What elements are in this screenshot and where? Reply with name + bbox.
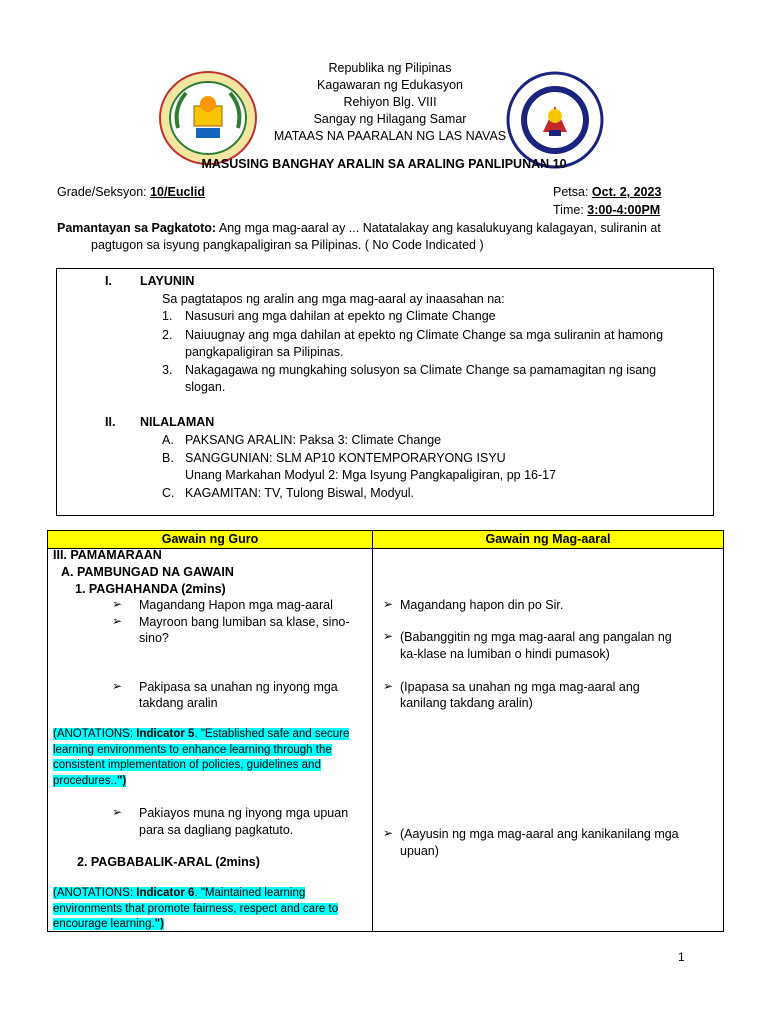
magaaral-response-3-line1: (Ipapasa sa unahan ng mga mag-aaral ang (400, 680, 640, 694)
learning-standard-label: Pamantayan sa Pagkatoto: (57, 221, 217, 235)
guro-item-1: Magandang Hapon mga mag-aaral (139, 598, 333, 612)
arrowhead-bullet-icon: ➢ (383, 597, 394, 611)
nilalaman-item-c-num: C. (162, 486, 175, 500)
layunin-item-2-line1: Naiuugnay ang mga dahilan at epekto ng Climate Change sa mga suliranin at hamong (185, 328, 664, 342)
arrowhead-bullet-icon: ➢ (112, 679, 123, 693)
magaaral-response-3-line2: kanilang takdang aralin) (400, 696, 533, 710)
arrowhead-bullet-icon: ➢ (383, 679, 394, 693)
nilalaman-item-b-cont: Unang Markahan Modyul 2: Mga Isyung Pangkapaligiran, pp 16-17 (185, 468, 557, 482)
annotation-indicator-6 (53, 886, 353, 933)
time-field (553, 203, 660, 217)
magaaral-response-2-line1: (Babanggitin ng mga mag-aaral ang pangalan ng (400, 630, 672, 644)
annotation-2-line1: . "Maintained learning (194, 887, 306, 899)
grade-section-field (57, 185, 205, 199)
nilalaman-item-c: KAGAMITAN: TV, Tulong Biswal, Modyul. (185, 486, 415, 500)
magaaral-response-2-line2: ka-klase na lumiban o hindi pumasok) (400, 647, 610, 661)
objectives-content-box (56, 268, 714, 516)
nilalaman-item-a-num: A. (162, 433, 174, 447)
nilalaman-item-a: PAKSANG ARALIN: Paksa 3: Climate Change (185, 433, 442, 447)
annotation-2-open: (ANOTATIONS: (53, 887, 137, 899)
header-line-paaralan: MATAAS NA PAARALAN NG LAS NAVAS (273, 129, 507, 143)
guro-item-2-line2: sino? (139, 631, 169, 645)
header-line-kagawaran: Kagawaran ng Edukasyon (317, 78, 463, 92)
page-number: 1 (678, 950, 685, 964)
annotation-1-line1: . "Established safe and secure (194, 728, 350, 740)
learning-standard-line1: Ang mga mag-aaral ay ... Natatalakay ang kasalukuyang kalagayan, suliranin at (216, 221, 661, 235)
section-nilalaman-num: II. (105, 415, 116, 429)
magaaral-response-4-line2: upuan) (400, 844, 439, 858)
layunin-item-3-num: 3. (162, 363, 173, 377)
arrowhead-bullet-icon: ➢ (112, 597, 123, 611)
paghahanda-heading: 1. PAGHAHANDA (2mins) (75, 582, 226, 596)
annotation-2-close: ") (154, 918, 164, 930)
nilalaman-item-b-num: B. (162, 451, 174, 465)
header-block (200, 60, 580, 145)
guro-item-3-line1: Pakipasa sa unahan ng inyong mga (139, 680, 338, 694)
section-layunin-num: I. (105, 274, 112, 288)
section-layunin-title: LAYUNIN (140, 274, 195, 288)
annotation-1-open: (ANOTATIONS: (53, 728, 137, 740)
section-layunin-heading (105, 274, 195, 288)
annotation-1-indicator: Indicator 5 (136, 728, 195, 740)
annotation-1-line3: consistent implementation of policies, guidelines and (53, 759, 321, 771)
pamamaraan-heading: III. PAMAMARAAN (53, 548, 162, 562)
layunin-item-1: Nasusuri ang mga dahilan at epekto ng Climate Change (185, 309, 496, 323)
layunin-item-3-line1: Nakagagawa ng mungkahing solusyon sa Climate Change sa pamamagitan ng isang (185, 363, 657, 377)
arrowhead-bullet-icon: ➢ (112, 614, 123, 628)
document-title: MASUSING BANGHAY ARALIN SA ARALING PANLIPUNAN 10 (201, 157, 567, 171)
learning-standard (57, 220, 697, 254)
learning-standard-line2: pagtugon sa isyung pangkapaligiran sa Pilipinas. ( No Code Indicated ) (91, 238, 484, 252)
arrowhead-bullet-icon: ➢ (383, 826, 394, 840)
column-divider (372, 531, 373, 931)
pambungad-heading: A. PAMBUNGAD NA GAWAIN (61, 565, 234, 579)
layunin-item-2-line2: pangkapaligiran sa Pilipinas. (185, 345, 344, 359)
section-nilalaman-title: NILALAMAN (140, 415, 215, 429)
guro-item-2-line1: Mayroon bang lumiban sa klase, sino- (139, 615, 350, 629)
column-header-guro: Gawain ng Guro (161, 532, 259, 546)
date-label: Petsa: (553, 185, 592, 199)
header-line-republika: Republika ng Pilipinas (328, 61, 452, 75)
section-nilalaman-heading (105, 415, 215, 429)
annotation-indicator-5 (53, 727, 353, 789)
magaaral-response-4-line1: (Aayusin ng mga mag-aaral ang kanikanilang mga (400, 827, 679, 841)
annotation-2-indicator: Indicator 6 (136, 887, 195, 899)
date-value: Oct. 2, 2023 (591, 185, 662, 199)
header-line-sangay: Sangay ng Hilagang Samar (313, 112, 467, 126)
guro-item-4-line2: para sa dagliang pagkatuto. (139, 823, 294, 837)
magaaral-response-1: Magandang hapon din po Sir. (400, 598, 564, 612)
grade-label: Grade/Seksyon: (57, 185, 151, 199)
time-label: Time: (553, 203, 588, 217)
annotation-1-close: ") (116, 774, 127, 787)
annotation-1-line2: learning environments to enhance learning through the (53, 743, 332, 756)
layunin-item-2-num: 2. (162, 328, 173, 342)
layunin-item-1-num: 1. (162, 309, 173, 323)
annotation-1-line4: procedures.. (53, 774, 117, 787)
guro-item-4-line1: Pakiayos muna ng inyong mga upuan (139, 806, 349, 820)
column-header-magaaral: Gawain ng Mag-aaral (485, 532, 611, 546)
layunin-intro: Sa pagtatapos ng aralin ang mga mag-aaral ay inaasahan na: (162, 292, 505, 306)
arrowhead-bullet-icon: ➢ (383, 629, 394, 643)
header-line-rehiyon: Rehiyon Blg. VIII (343, 95, 437, 109)
guro-item-3-line2: takdang aralin (139, 696, 218, 710)
annotation-2-line3: encourage learning. (53, 918, 155, 930)
date-field (553, 185, 661, 199)
activities-table (47, 530, 724, 932)
layunin-item-3-line2: slogan. (185, 380, 226, 394)
arrowhead-bullet-icon: ➢ (112, 805, 123, 819)
nilalaman-item-b: SANGGUNIAN: SLM AP10 KONTEMPORARYONG ISYU (185, 451, 506, 465)
time-value: 3:00-4:00PM (587, 203, 661, 217)
annotation-2-line2: environments that promote fairness, respect and care to (53, 902, 339, 915)
pagbabalik-aral-heading: 2. PAGBABALIK-ARAL (2mins) (77, 855, 260, 869)
grade-value: 10/Euclid (150, 185, 205, 199)
